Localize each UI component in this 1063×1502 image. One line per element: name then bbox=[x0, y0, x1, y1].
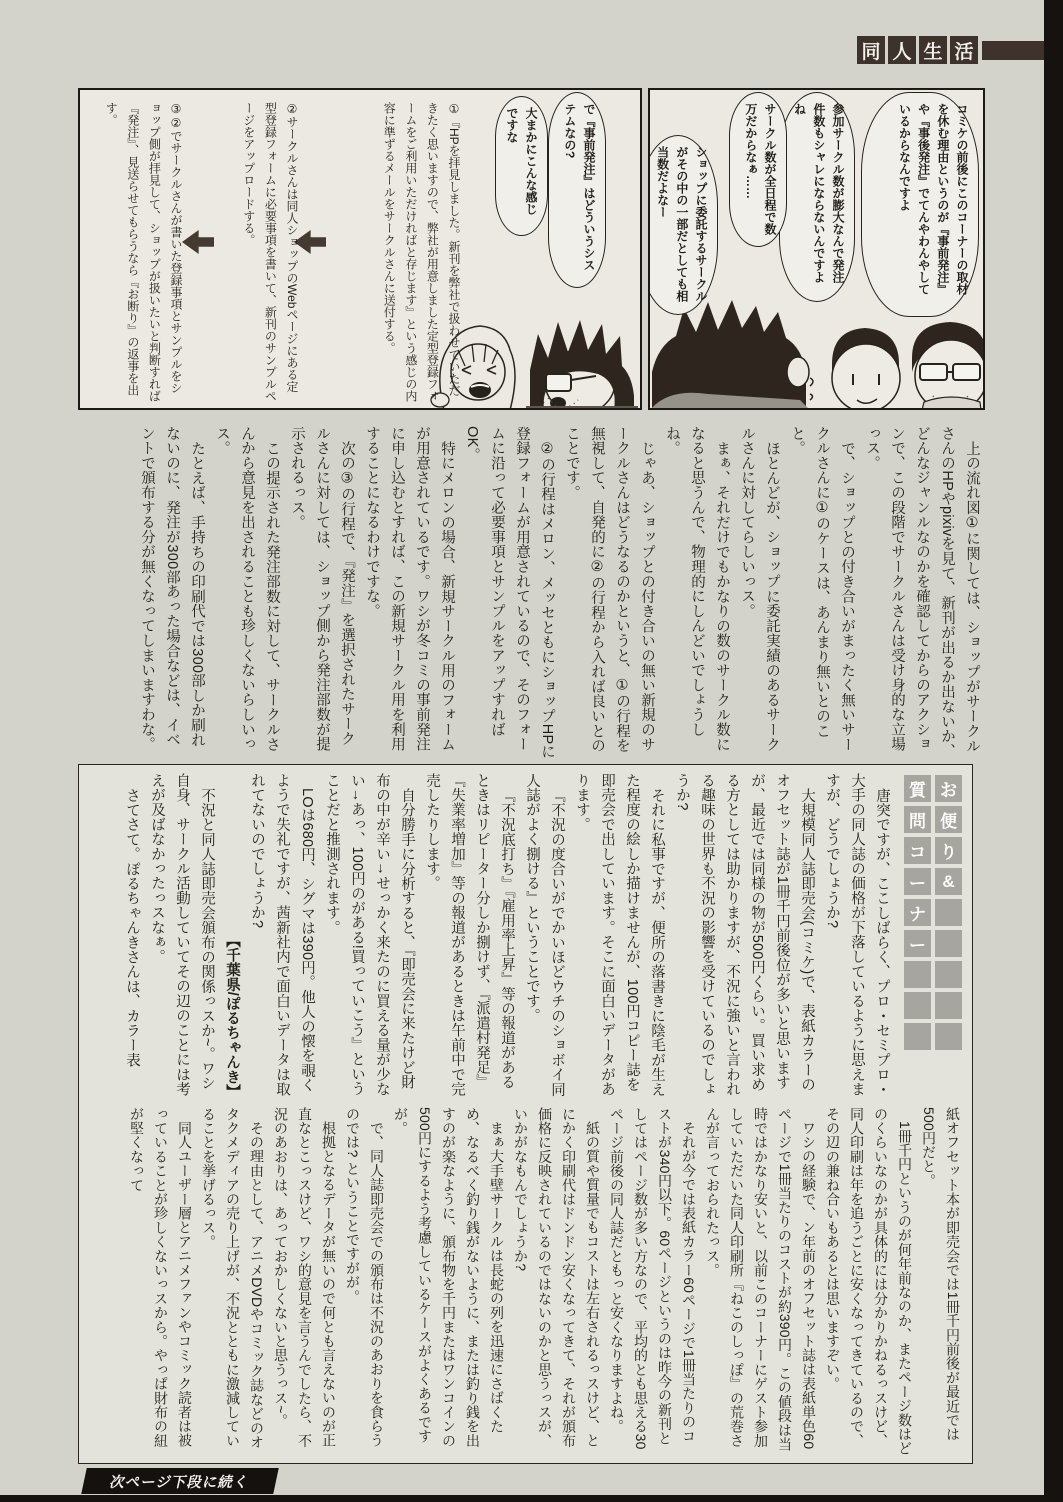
answer-paragraph: 不況と同人誌即売会頒布の関係っスか~。ワシ自身、サークル活動していてその辺のことには考えが及ばなかったっスなぁ。 bbox=[149, 773, 215, 1097]
speech-bubble: 大まかにこんな感じですな bbox=[495, 96, 548, 236]
qa-title-column-left bbox=[904, 775, 931, 1050]
qa-title-tile bbox=[904, 1023, 931, 1050]
article-paragraph: たとえば、手持ちの印刷代では300部しか刷れないのに、発注が300部あった場合などは、イベントで頒布する分が無くなってしまいますわな。 bbox=[139, 426, 205, 752]
answer-paragraph: 紙の質や質量でもコストは左右されるっスけど、とにかく印刷代はドンドン安くなってきて、それが頒布価格に反映されているのではないのかと思うっスが、いかがなもんでしょうか? bbox=[513, 1107, 601, 1448]
qa-title-column-right bbox=[935, 775, 962, 1050]
article-paragraph: まぁ、それだけでもかなりの数のサークル数になると思うんで、物理的にしんどいでしょうしね。 bbox=[664, 426, 730, 752]
speech-bubble: コミケの前後にこのコーナーの取材を休む理由というのが『事前発注』や『事後発注』でてんやわんやしているからなんですよ bbox=[861, 92, 979, 317]
qa-title-tile: り bbox=[935, 837, 962, 864]
qa-title-tile: 便 bbox=[935, 806, 962, 833]
flow-step-3: ③②でサークルさんが書いた登録事項とサンプルをショップ側が拝見して、ショップが扱いたいと判断すれば『発注』、見送らせてもらうなら『お断り』の返事を出す。 bbox=[104, 102, 183, 402]
reader-signature: 【千葉県/ぽるちゃんき】 bbox=[224, 933, 240, 1099]
qa-title-tile bbox=[935, 899, 962, 926]
answer-paragraph: それが今では表紙カラー60ページで1冊当たりのコストが340円以下。60ページというのは昨今の新刊としてはページ数が多い方なので、平均的とも思える30ページ前後の同人誌だともっと安くなりますよね。 bbox=[609, 1107, 697, 1450]
qa-title-tile: 質 bbox=[904, 775, 931, 802]
article-paragraph: ほとんどが、ショップに委託実績のあるサークルさんに対してらしいっス。 bbox=[739, 426, 780, 752]
question-paragraph: LOは680円、シグマは390円。他人の懐を覗くようで失礼ですが、茜新社内で面白いデータは取れてないのでしょうか? bbox=[249, 773, 315, 1097]
qa-title-tile bbox=[935, 992, 962, 1019]
question-paragraph: 自分勝手に分析すると、『即売会に来たけど財布の中が辛い→せっかく来たのに買える量が少ない→あっ、100円のがある!買っていこう』ということだと推測されます。 bbox=[324, 773, 415, 1097]
qa-title-tile: お bbox=[935, 775, 962, 802]
article-paragraph: 次の③の行程で、『発注』を選択されたサークルさんに対しては、ショップ側から発注部数が提示されるっス。 bbox=[289, 426, 355, 752]
qa-question-text bbox=[89, 773, 894, 1099]
speech-bubble: ショップに委託するサークルがその中の一部だとしても相当数だよなー bbox=[648, 135, 718, 315]
article-paragraph: ②の行程はメロン、メッセともにショップHPに登録フォームが用意されているので、そのフォームに沿って必要事項とサンプルをアップすればOK。 bbox=[464, 426, 555, 759]
comic-panel-left bbox=[78, 88, 642, 410]
answer-paragraph: その理由として、アニメDVDやコミック誌などのオタクメディアの売り上げが、不況とともに激減していることを挙げるっス。 bbox=[201, 1107, 265, 1450]
question-paragraph: 『不況底打ち』『雇用率上昇』等の報道があるときはリピーター分しか捌けず、『派遣村発足』『失業率増加』等の報道があるときは午前中で完売したりします。 bbox=[424, 773, 515, 1097]
question-paragraph: 大規模同人誌即売会(コミケ)で、表紙カラーのオフセット誌が1冊千円前後位が多いと思いますが、最近では同様の物が500円くらい。買い求める方としては助かりますが、不況に強いと言われる趣味の世界も不況の影響を受けているのでしょうか? bbox=[674, 773, 815, 1097]
qa-title-tile bbox=[904, 961, 931, 988]
qa-title-tile: 問 bbox=[904, 806, 931, 833]
question-paragraph: 『不況の度合いがでかいほどウチのショボイ同人誌がよく捌ける』ということです。 bbox=[524, 773, 565, 1097]
qa-title-tile bbox=[904, 992, 931, 1019]
scan-edge-bottom bbox=[0, 1495, 1063, 1502]
continue-next-page-badge: 次ページ下段に続く bbox=[81, 1468, 279, 1494]
question-paragraph: それに私事ですが、便所の落書きに陰毛が生えた程度の絵しか描けませんが、100円コピー誌を即売会で出しています。そこに面白いデータがあります。 bbox=[574, 773, 665, 1097]
qa-answer-text bbox=[89, 1107, 965, 1457]
qa-title-tile bbox=[935, 1023, 962, 1050]
article-paragraph: 特にメロンの場合、新規サークル用のフォームが用意されているです。ワシが冬コミの事前発注に申し込むとすれば、この新規サークル用を利用することになるわけですな。 bbox=[364, 426, 455, 752]
header-title-char: 人 bbox=[888, 36, 916, 64]
article-text-block bbox=[84, 426, 984, 760]
qa-title-tile: ー bbox=[904, 930, 931, 957]
qa-title-tile bbox=[935, 961, 962, 988]
scan-edge-right bbox=[1044, 0, 1063, 1502]
header-bar bbox=[982, 41, 1044, 60]
flow-step-1: ①『HPを拝見しました。新刊を弊社で扱わせていただきたく思いますので、弊社が用意しました定型登録フォームをご利用いただければと存じます』という感じの内容に準ずるメールをサークルさんに送付する。 bbox=[382, 102, 461, 402]
page-header-title bbox=[857, 36, 978, 64]
left-arrow-icon bbox=[182, 230, 214, 254]
question-paragraph: 唐突ですが、ここしばらく、プロ・セミプロ・大手の同人誌の価格が下落しているように思えますが、どうでしょうか? bbox=[824, 773, 890, 1097]
header-title-char: 同 bbox=[857, 36, 885, 64]
answer-paragraph: ワシの経験で、ン年前のオフセット誌は表紙単色60ページで1冊当たりのコストが約390円。この値段は当時ではかなり安いと、以前このコーナーにゲスト参加していただいた同人印刷所『ねこのしっぽ』の荒巻さんが言っておられたっス。 bbox=[705, 1107, 817, 1452]
answer-paragraph: 紙オフセット本が即売会では1冊千円前後が最近では500円だと。 bbox=[921, 1107, 961, 1442]
qa-title-tile: コ bbox=[904, 837, 931, 864]
answer-paragraph: 1冊千円というのが何年前なのか、またページ数はどのくらいなのかが具体的には分かりかねるっスけど、同人印刷は年を追うごとに安くなってきているので、その辺の兼ね合いもあるとは思いますぞい。 bbox=[825, 1107, 913, 1456]
article-paragraph: 上の流れ図①に関しては、ショップがサークルさんのHPやpixivを見て、新刊が出るか出ないか、どんなジャンルなのかを確認してからのアクションで、この段階でサークルさんは受け身的な立場っス。 bbox=[864, 426, 980, 759]
answer-paragraph: 同人ユーザー層とアニメファンやコミック読者は被っていることが珍しくないっスから。やっぱ財布の紐が堅くなって bbox=[129, 1107, 193, 1448]
answer-paragraph: で、同人誌即売会での頒布は不況のあおりを食らうのでは? ということですがが。 bbox=[345, 1107, 385, 1448]
article-paragraph: この提示された発注部数に対して、サークルさんから意見を出されることも珍しくないらしいっス。 bbox=[214, 426, 280, 752]
qa-title-tile: & bbox=[935, 868, 962, 895]
flow-step-2: ②サークルさんは同人ショップのWebページにある定型登録フォームに必要事項を書いて、新刊のサンプルページをアップロードする。 bbox=[241, 102, 299, 402]
header-title-char: 生 bbox=[919, 36, 947, 64]
qa-title-tile: ナ bbox=[904, 899, 931, 926]
answer-paragraph: さてさて。ぽるちゃんきさんは、カラー表 bbox=[124, 787, 140, 1067]
speech-bubble: 参加サークル数が膨大なんで発注件数もシャレにならないんですよね bbox=[779, 92, 855, 302]
answer-paragraph: 根拠となるデータが無いので何とも言えないのが正直なとこっスけど、ワシ的意見を言うんでしたら、不況のあおりは、あっておかしくないと思うっス~。 bbox=[273, 1107, 337, 1448]
speech-bubble: で『事前発注』はどういうシステムなの? bbox=[548, 92, 606, 288]
answer-paragraph: まぁ大手壁サークルは長蛇の列を迅速にさばくため、なるべく釣り銭がないように、または釣り銭を出すのが楽なように、頒布物を千円またはワンコインの500円にするよう考慮しているケースがよくあるですが。 bbox=[393, 1107, 505, 1448]
qa-section-title bbox=[904, 775, 962, 1050]
speech-bubble: サークル数が全日程で数万だからなぁ…… bbox=[729, 92, 787, 247]
qa-section bbox=[78, 764, 973, 1464]
comic-panel-right bbox=[648, 88, 985, 410]
article-paragraph: じゃあ、ショップとの付き合いの無い新規のサークルさんはどうなるのかというと、①の行程を無視して、自発的に②の行程から入れば良いとのことです。 bbox=[564, 426, 655, 754]
header-title-char: 活 bbox=[950, 36, 978, 64]
article-paragraph: で、ショップとの付き合いがまったく無いサークルさんに①のケースは、あんまり無いとのこと。 bbox=[789, 426, 855, 752]
qa-title-tile: ー bbox=[904, 868, 931, 895]
qa-title-tile bbox=[935, 930, 962, 957]
